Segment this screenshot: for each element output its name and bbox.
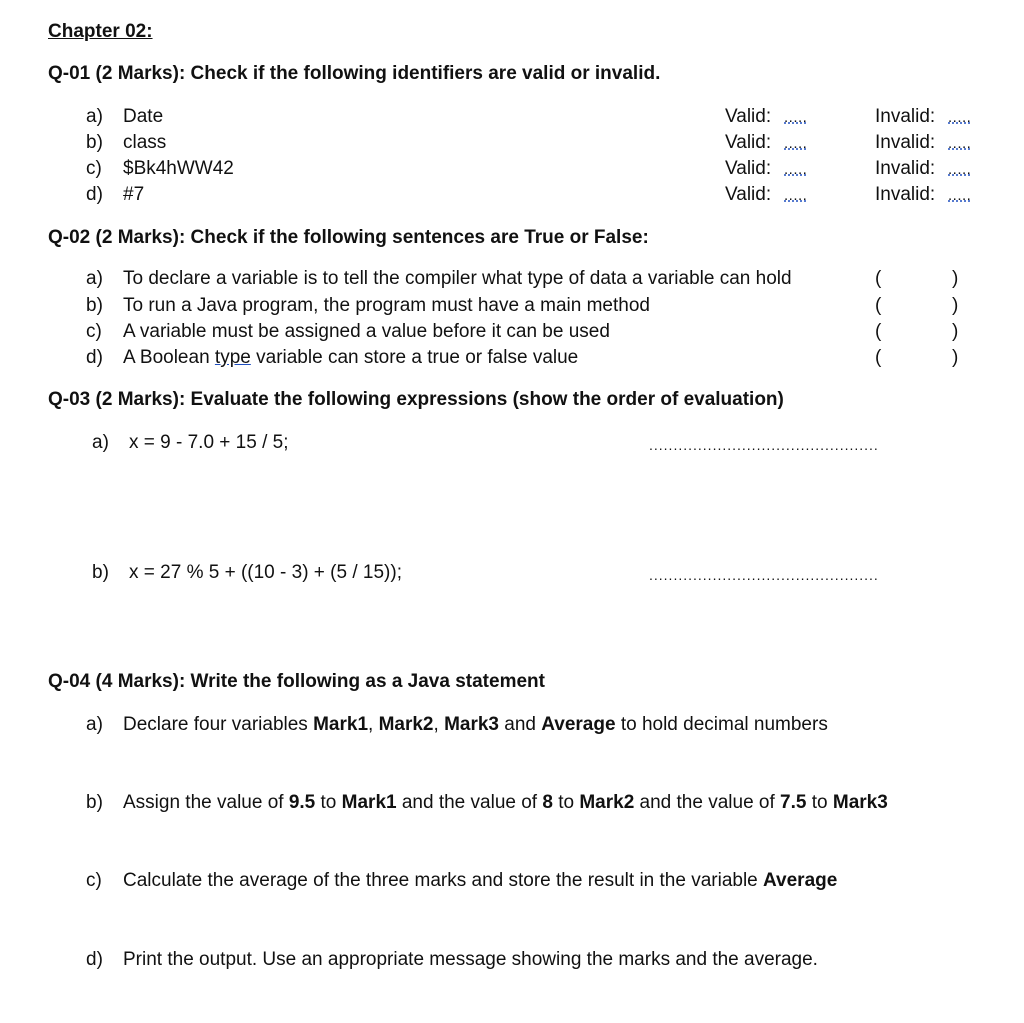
q4-item-text: [123, 793, 888, 812]
text: Calculate the average of the three marks and store the result in the variable: [123, 870, 764, 891]
valid-blank[interactable]: .....: [784, 187, 808, 204]
valid-label: Valid:: [725, 184, 772, 205]
q3-heading: Q-03 (2 Marks): Evaluate the following expressions (show the order of evaluation): [48, 389, 784, 410]
var-name: Mark2: [579, 792, 635, 813]
q2-item-label: d): [86, 347, 103, 368]
q2-item-label: c): [86, 321, 102, 342]
valid-label: Valid:: [725, 158, 772, 179]
q1-item-text: class: [123, 132, 167, 153]
q2-item-text: [123, 348, 578, 367]
q4-item-text: [123, 715, 828, 734]
text: Declare four variables: [123, 714, 314, 735]
text: ,: [433, 714, 445, 735]
q4-item-text: [123, 871, 837, 890]
open-paren[interactable]: (: [875, 295, 882, 316]
valid-blank[interactable]: .....: [784, 161, 808, 178]
var-name: Average: [763, 870, 838, 891]
answer-line[interactable]: ...............................................: [649, 567, 879, 583]
invalid-label: Invalid:: [875, 132, 936, 153]
q3-expression: x = 27 % 5 + ((10 - 3) + (5 / 15));: [129, 562, 402, 583]
invalid-blank[interactable]: .....: [948, 187, 972, 204]
q4-item-label: c): [86, 870, 102, 891]
q1-item-label: d): [86, 184, 103, 205]
close-paren: ): [952, 347, 959, 368]
text: and: [498, 714, 542, 735]
q1-item-text: $Bk4hWW42: [123, 158, 234, 179]
open-paren[interactable]: (: [875, 347, 882, 368]
text: and the value of: [396, 792, 543, 813]
value: 7.5: [780, 792, 807, 813]
text: to: [806, 792, 833, 813]
invalid-blank[interactable]: .....: [948, 109, 972, 126]
text: and the value of: [634, 792, 781, 813]
valid-label: Valid:: [725, 106, 772, 127]
value: 9.5: [288, 792, 316, 813]
text-before: A Boolean: [123, 347, 215, 368]
answer-line[interactable]: ...............................................: [649, 437, 879, 453]
var-name: Average: [541, 714, 616, 735]
text-after: variable can store a true or false value: [250, 347, 579, 368]
spellcheck-mark: type: [214, 347, 251, 368]
chapter-title: Chapter 02:: [48, 21, 153, 42]
var-name: Mark1: [341, 792, 397, 813]
q4-item-label: d): [86, 949, 103, 970]
q4-heading: Q-04 (4 Marks): Write the following as a Java statement: [48, 671, 545, 692]
var-name: Mark3: [444, 714, 499, 735]
q2-item-text: To run a Java program, the program must have a main method: [123, 295, 650, 316]
text: to: [552, 792, 580, 813]
invalid-label: Invalid:: [875, 184, 936, 205]
open-paren[interactable]: (: [875, 268, 882, 289]
valid-blank[interactable]: .....: [784, 109, 808, 126]
close-paren: ): [952, 268, 959, 289]
q4-item-label: a): [86, 714, 103, 735]
text: Assign the value of: [123, 792, 289, 813]
q2-item-label: b): [86, 295, 103, 316]
invalid-label: Invalid:: [875, 158, 936, 179]
q1-item-text: Date: [123, 106, 164, 127]
q2-item-label: a): [86, 268, 103, 289]
q2-item-text: To declare a variable is to tell the compiler what type of data a variable can hold: [123, 268, 792, 289]
q3-expression: x = 9 - 7.0 + 15 / 5;: [129, 432, 289, 453]
q1-item-label: b): [86, 132, 103, 153]
value: 8: [542, 792, 553, 813]
var-name: Mark2: [378, 714, 434, 735]
q4-item-text: Print the output. Use an appropriate message showing the marks and the average.: [123, 949, 818, 970]
var-name: Mark3: [832, 792, 888, 813]
open-paren[interactable]: (: [875, 321, 882, 342]
close-paren: ): [952, 295, 959, 316]
text: to: [315, 792, 342, 813]
q2-item-text: A variable must be assigned a value before it can be used: [123, 321, 610, 342]
q1-item-text: #7: [123, 184, 145, 205]
invalid-blank[interactable]: .....: [948, 135, 972, 152]
q1-item-label: a): [86, 106, 103, 127]
invalid-label: Invalid:: [875, 106, 936, 127]
text: to hold decimal numbers: [615, 714, 828, 735]
q3-item-label: a): [92, 432, 109, 453]
q1-heading: Q-01 (2 Marks): Check if the following identifiers are valid or invalid.: [48, 63, 661, 84]
q3-item-label: b): [92, 562, 109, 583]
text: ,: [368, 714, 379, 735]
q1-item-label: c): [86, 158, 102, 179]
valid-blank[interactable]: .....: [784, 135, 808, 152]
var-name: Mark1: [313, 714, 369, 735]
invalid-blank[interactable]: .....: [948, 161, 972, 178]
valid-label: Valid:: [725, 132, 772, 153]
q2-heading: Q-02 (2 Marks): Check if the following sentences are True or False:: [48, 227, 649, 248]
q4-item-label: b): [86, 792, 103, 813]
close-paren: ): [952, 321, 959, 342]
